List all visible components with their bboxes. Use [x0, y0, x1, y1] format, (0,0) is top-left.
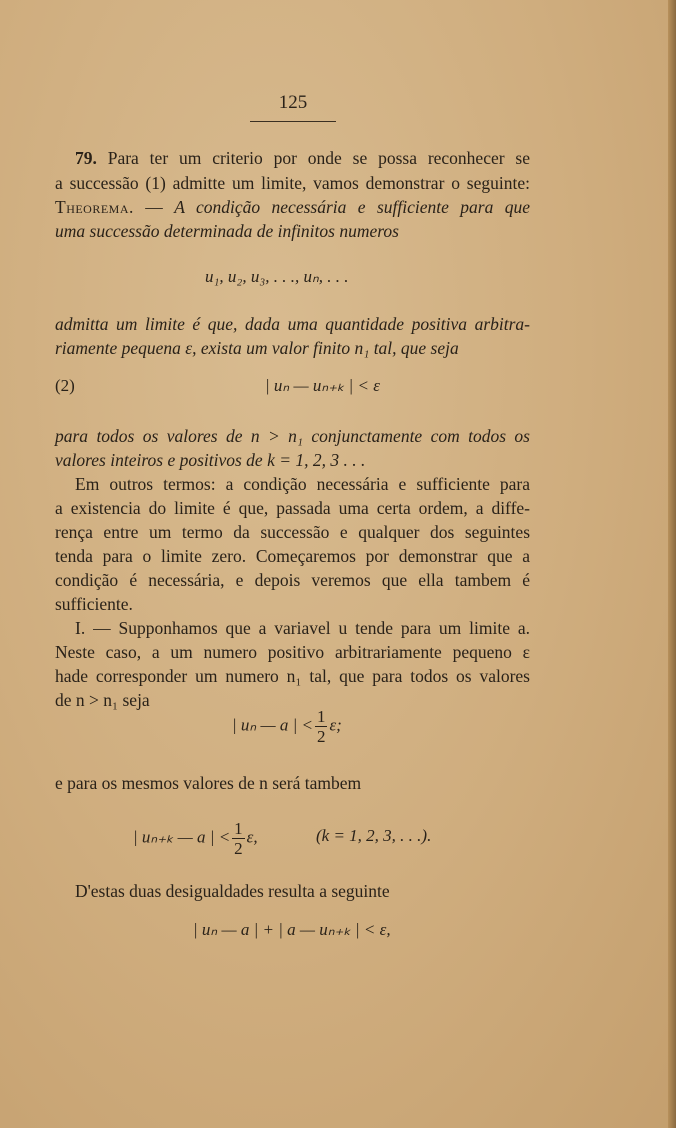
proof-line-3: hade corresponder um numero n₁ tal, que para todos os valores — [55, 666, 530, 686]
restatement-line-3: rença entre um termo da successão e qualquer dos seguintes — [55, 522, 530, 542]
paragraph-text: Para ter um criterio por onde se possa reconhecer se — [107, 148, 530, 168]
conclusion-text: D'estas duas desigualdades resulta a seguinte — [75, 881, 390, 901]
fraction-numerator: 1 — [234, 819, 243, 838]
condition-line-1: admitta um limite é que, dada uma quantidade positiva arbitra- — [55, 314, 530, 334]
proof-line-4: de n > n₁ seja — [55, 690, 150, 710]
theorem-text: A condição necessária e sufficiente para que — [174, 197, 531, 217]
theorem-label: Theorema. — [55, 197, 134, 217]
restatement-line-1: Em outros termos: a condição necessária e sufficiente para — [75, 474, 530, 494]
quantifier-line-2: valores inteiros e positivos de k = 1, 2, 3 . . . — [55, 450, 366, 470]
page-edge — [668, 0, 676, 1128]
page-number: 125 — [278, 92, 308, 113]
condition-line-2: riamente pequena ε, exista um valor finito n₁ tal, que seja — [55, 338, 459, 358]
fraction-numerator: 1 — [316, 707, 326, 726]
restatement-line-2: a existencia do limite é que, passada uma certa ordem, a diffe- — [55, 498, 530, 518]
restatement-line-5: condição é necessária, e depois veremos que ella tambem é — [55, 570, 530, 590]
fraction-denominator: 2 — [234, 839, 243, 858]
theorem-line-1 — [55, 196, 530, 218]
equation-3-right: ε; — [329, 715, 342, 735]
sequence-formula: u₁, u₂, u₃, . . ., uₙ, . . . — [205, 267, 349, 286]
theorem-line-2: uma successão determinada de infinitos numeros — [55, 221, 399, 241]
quantifier-line-1: para todos os valores de n > n₁ conjunctamente com todos os — [55, 426, 530, 446]
fraction-denominator: 2 — [316, 727, 326, 746]
header-rule — [250, 121, 336, 122]
proof-line-1: I. — Supponhamos que a variavel u tende para um limite a. — [75, 618, 530, 638]
paragraph-79-line-2: a successão (1) admitte um limite, vamos demonstrar o seguinte: — [55, 173, 530, 193]
proof-line-2: Neste caso, a um numero positivo arbitrariamente pequeno ε — [55, 642, 530, 662]
equation-4-range: (k = 1, 2, 3, . . .). — [316, 826, 432, 845]
equation-5: | uₙ — a | + | a — uₙ₊ₖ | < ε, — [193, 920, 391, 939]
equation-3 — [232, 708, 342, 745]
equation-4-right: ε, — [246, 827, 258, 847]
equation-3-fraction — [315, 708, 328, 745]
equation-4 — [133, 820, 258, 857]
section-number: 79. — [75, 148, 97, 168]
restatement-line-4: tenda para o limite zero. Começaremos por demonstrar que a — [55, 546, 530, 566]
equation-2: | uₙ — uₙ₊ₖ | < ε — [265, 376, 380, 395]
paragraph-79-line-1 — [75, 147, 530, 169]
restatement-line-6: sufficiente. — [55, 594, 133, 614]
equation-4-left: | uₙ₊ₖ — a | < — [133, 827, 231, 847]
intermediate-text: e para os mesmos valores de n será tambem — [55, 773, 362, 793]
equation-4-fraction — [232, 820, 245, 857]
theorem-dash: — — [133, 197, 175, 217]
equation-3-left: | uₙ — a | < — [232, 715, 313, 735]
equation-tag-2: (2) — [55, 376, 75, 395]
